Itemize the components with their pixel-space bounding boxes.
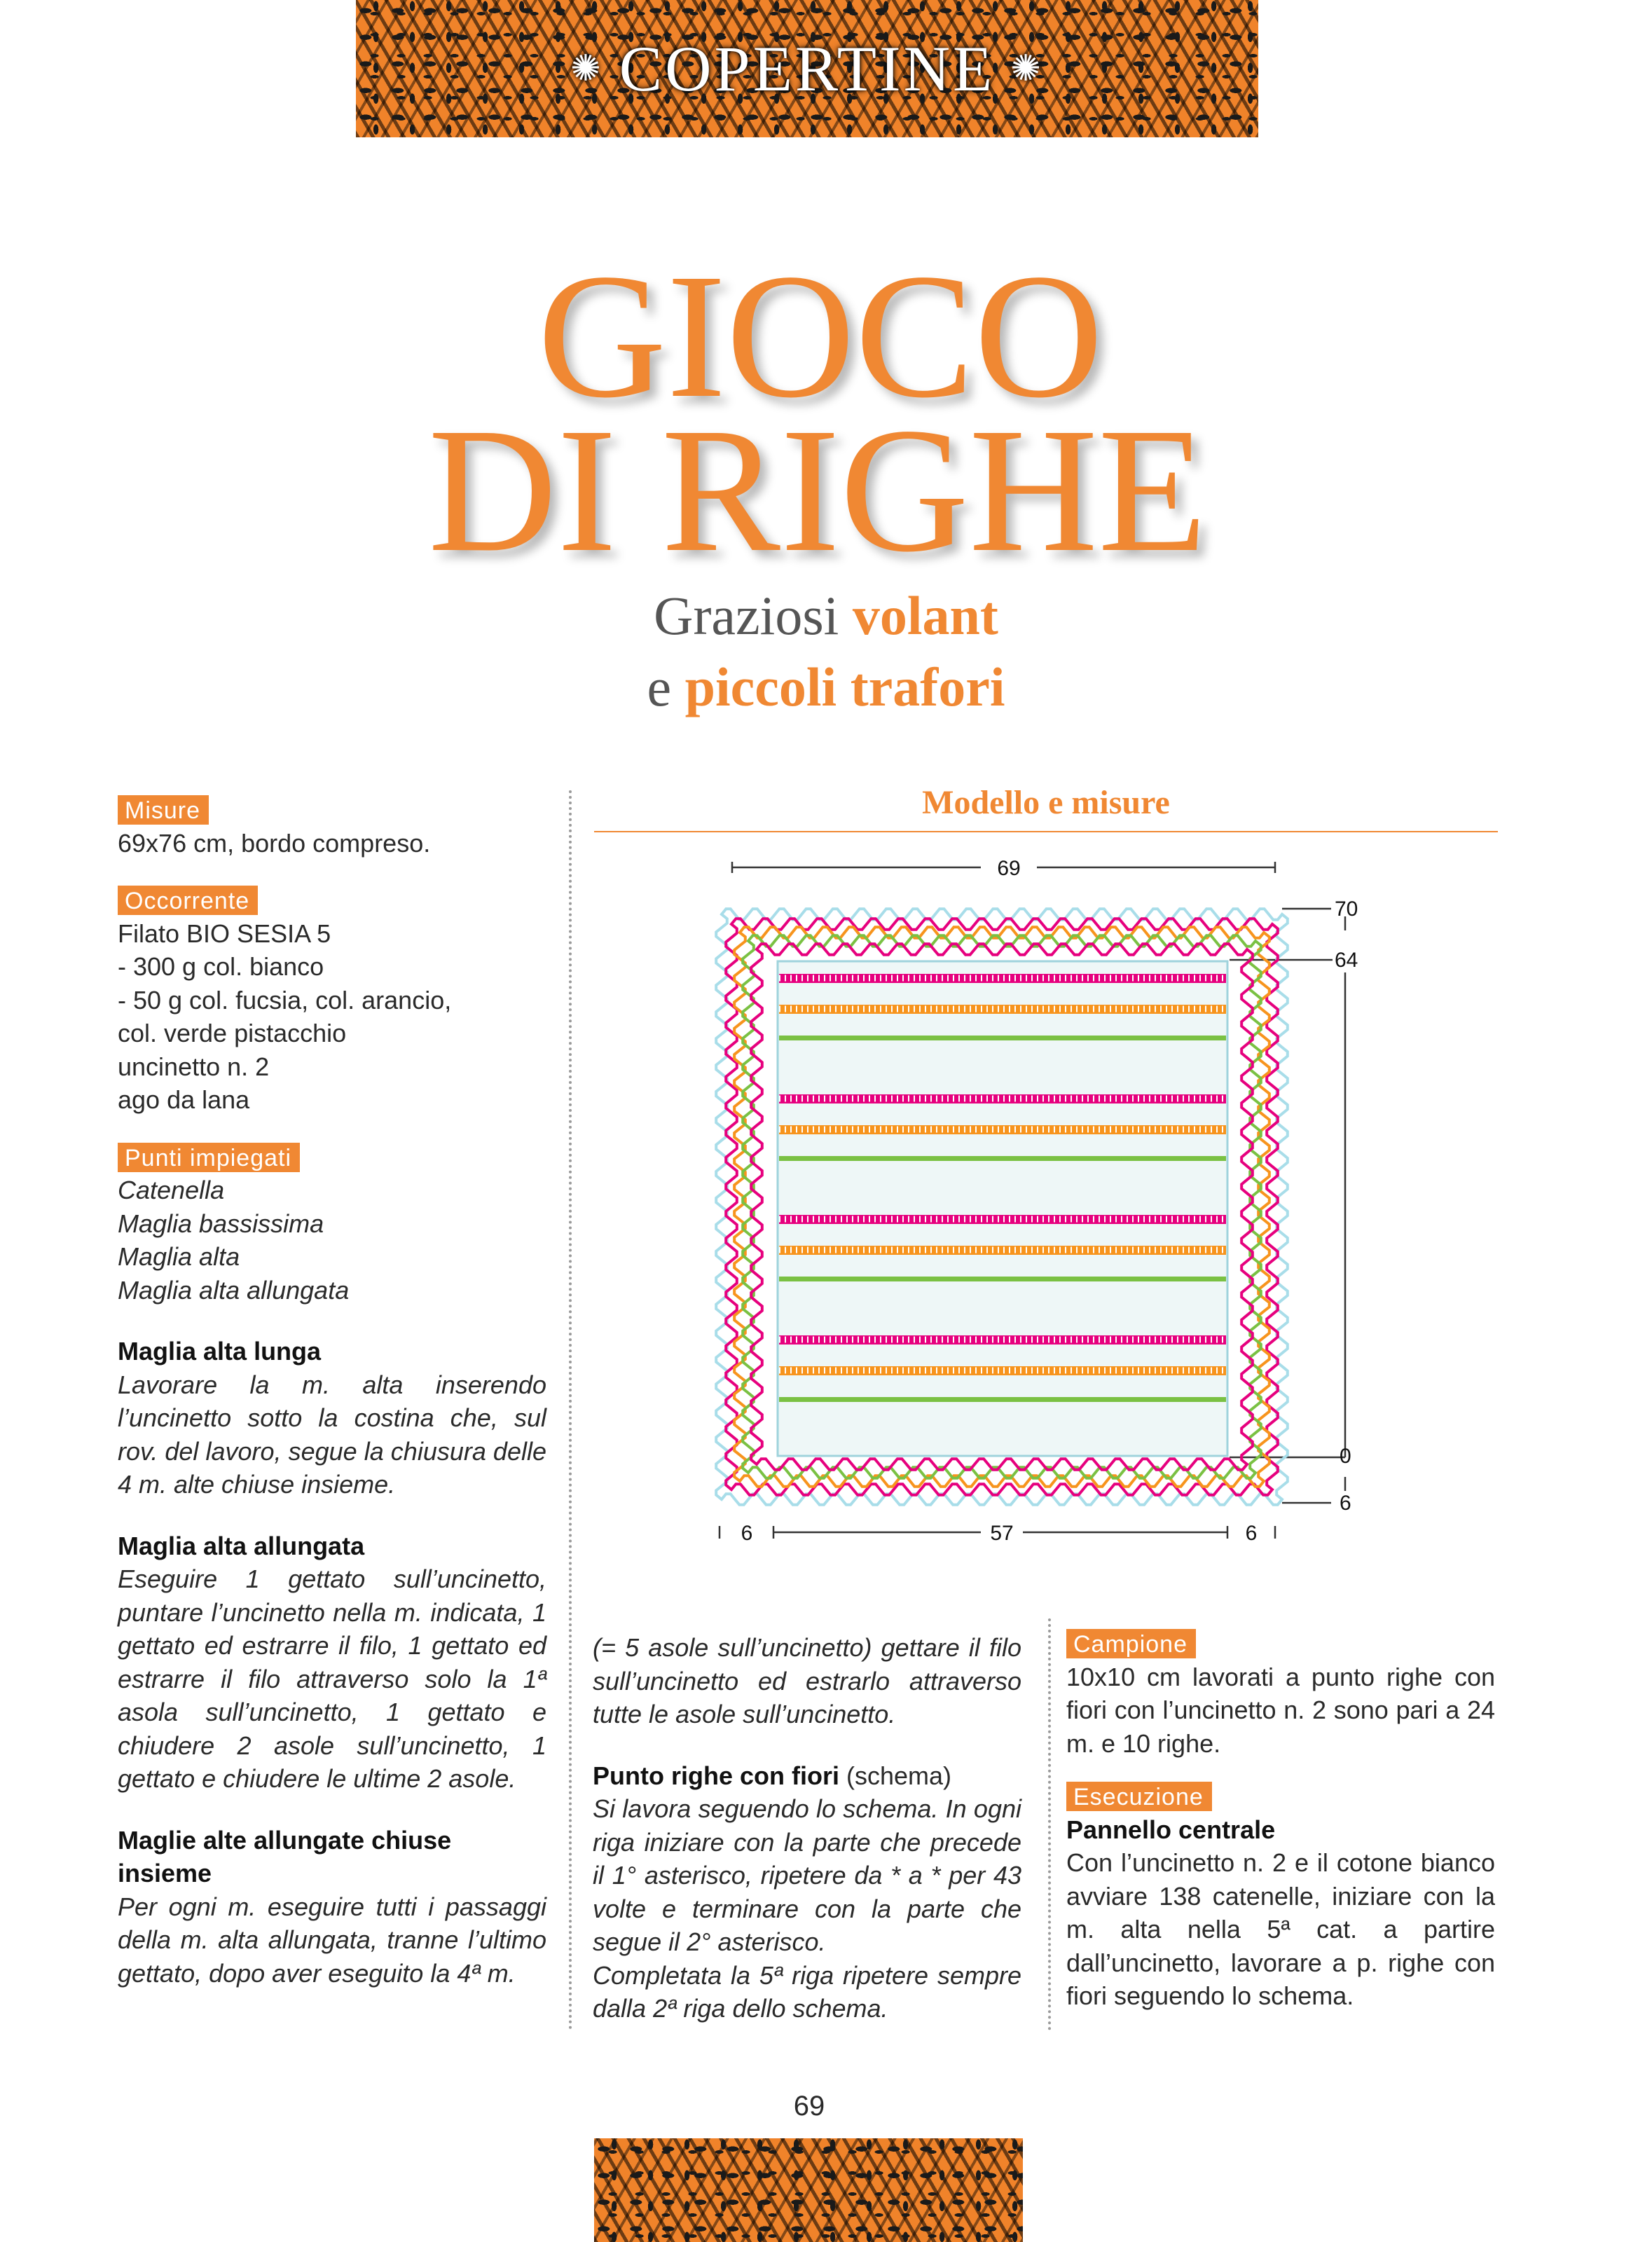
page-title [0, 238, 1652, 589]
maglia-alta-lunga-text: Lavorare la m. alta inserendo l’uncinetto sotto la costina che, sul rov. del lavoro, segue la chiusura delle 4 m. alte chiuse insieme. [118, 1370, 546, 1499]
punto-righe-text-2: Completata la 5ª riga ripetere sempre dalla 2ª riga dello schema. [593, 1960, 1021, 2023]
punto-item: Catenella [118, 1176, 225, 1204]
stripe-row [779, 1397, 1226, 1402]
punto-item: Maglia alta [118, 1242, 240, 1271]
stripe-row [779, 1156, 1226, 1161]
flower-ornament-icon: ✺ [570, 49, 604, 89]
maglia-alta-lunga-title: Maglia alta lunga [118, 1337, 322, 1366]
occorrente-line: ago da lana [118, 1085, 250, 1114]
dim-label-bottom-right: 6 [1245, 1522, 1258, 1545]
campione-text: 10x10 cm lavorati a punto righe con fiori con l’uncinetto n. 2 sono pari a 24 m. e 10 righe. [1066, 1662, 1495, 1758]
misure-text: 69x76 cm, bordo compreso. [118, 828, 431, 858]
punto-righe-title: Punto righe con fiori [593, 1761, 839, 1790]
subtitle [0, 580, 1652, 723]
section-title: COPERTINE [619, 33, 996, 104]
column-divider [569, 790, 572, 2030]
punto-righe-note: (schema) [846, 1761, 952, 1790]
dim-label-6: 6 [1340, 1492, 1351, 1515]
esecuzione-label: Esecuzione [1066, 1782, 1212, 1811]
dim-label-bottom-left: 6 [741, 1522, 753, 1545]
stripe-row [779, 1005, 1226, 1014]
flower-ornament-icon: ✺ [1010, 49, 1044, 89]
occorrente-line: col. verde pistacchio [118, 1019, 347, 1047]
header-banner [356, 0, 1258, 137]
occorrente-label: Occorrente [118, 886, 258, 915]
misure-label: Misure [118, 795, 209, 825]
stripe-row [779, 1036, 1226, 1040]
blanket-diagram [701, 841, 1401, 1569]
occorrente-line: Filato BIO SESIA 5 [118, 919, 331, 948]
dim-label-69: 69 [997, 857, 1021, 880]
stripe-row [779, 1215, 1226, 1224]
punto-item: Maglia bassissima [118, 1209, 324, 1238]
pannello-text: Con l’uncinetto n. 2 e il cotone bianco avviare 138 catenelle, iniziare con la m. alta nella 5ª cat. a partire dall’uncinetto, lavorare a p. righe con fiori seguendo lo schema. [1066, 1848, 1495, 2010]
title-line-1: GIOCO [537, 238, 1103, 435]
occorrente-line: - 50 g col. fucsia, col. arancio, [118, 985, 452, 1015]
stripe-row [779, 974, 1226, 983]
stripe-row [779, 1277, 1226, 1281]
stripe-row [779, 1246, 1226, 1255]
middle-column [593, 1631, 1021, 2026]
central-panel [778, 961, 1227, 1456]
subtitle-plain: e [647, 656, 672, 717]
stripe-row [779, 1125, 1226, 1134]
right-column [1066, 1627, 1495, 2013]
subtitle-plain: Graziosi [654, 585, 839, 646]
diagram-title: Modello e misure [922, 784, 1170, 821]
dim-label-70: 70 [1335, 898, 1358, 921]
stripe-row [779, 1366, 1226, 1375]
column-divider [1048, 1618, 1051, 2030]
maglia-alta-allungata-text: Eseguire 1 gettato sull’uncinetto, puntare l’uncinetto nella m. indicata, 1 gettato ed estrarre il filo, 1 gettato ed estrarre il filo attraverso solo la 1ª asola sull’uncinetto, 1 gettato e chiudere 2 asole sull’uncinetto, 1 gettato e chiudere le ultime 2 asole. [118, 1564, 546, 1793]
dim-label-57: 57 [990, 1522, 1014, 1545]
campione-label: Campione [1066, 1629, 1196, 1658]
dim-label-0: 0 [1340, 1445, 1351, 1468]
punti-label: Punti impiegati [118, 1143, 300, 1172]
subtitle-accent: piccoli trafori [684, 656, 1005, 717]
punto-item: Maglia alta allungata [118, 1275, 350, 1305]
continuation-text: (= 5 asole sull’uncinetto) gettare il filo sull’uncinetto ed estrarlo attraverso tutte le asole sull’uncinetto. [593, 1633, 1021, 1728]
pannello-title: Pannello centrale [1066, 1815, 1276, 1844]
maglie-chiuse-text: Per ogni m. eseguire tutti i passaggi della m. alta allungata, tranne l’ultimo gettato, dopo aver eseguito la 4ª m. [118, 1892, 546, 1988]
page-number: 69 [793, 2091, 825, 2121]
maglia-alta-allungata-title: Maglia alta allungata [118, 1531, 365, 1560]
footer-banner [594, 2138, 1023, 2242]
left-column [118, 793, 546, 1990]
occorrente-line: - 300 g col. bianco [118, 952, 324, 981]
maglie-chiuse-title: Maglie alte allungate chiuse insieme [118, 1825, 452, 1887]
occorrente-line: uncinetto n. 2 [118, 1052, 270, 1081]
subtitle-accent: volant [852, 585, 998, 646]
stripe-row [779, 1094, 1226, 1103]
punto-righe-text: Si lavora seguendo lo schema. In ogni riga iniziare con la parte che precede il 1° asterisco, ripetere da * a * per 43 volte e terminare con la parte che segue il 2° asterisco. [593, 1794, 1021, 1956]
stripe-row [779, 1335, 1226, 1344]
title-line-2: DI RIGHE [428, 392, 1207, 589]
dim-label-64: 64 [1335, 949, 1358, 972]
diagram-rule [594, 831, 1498, 832]
